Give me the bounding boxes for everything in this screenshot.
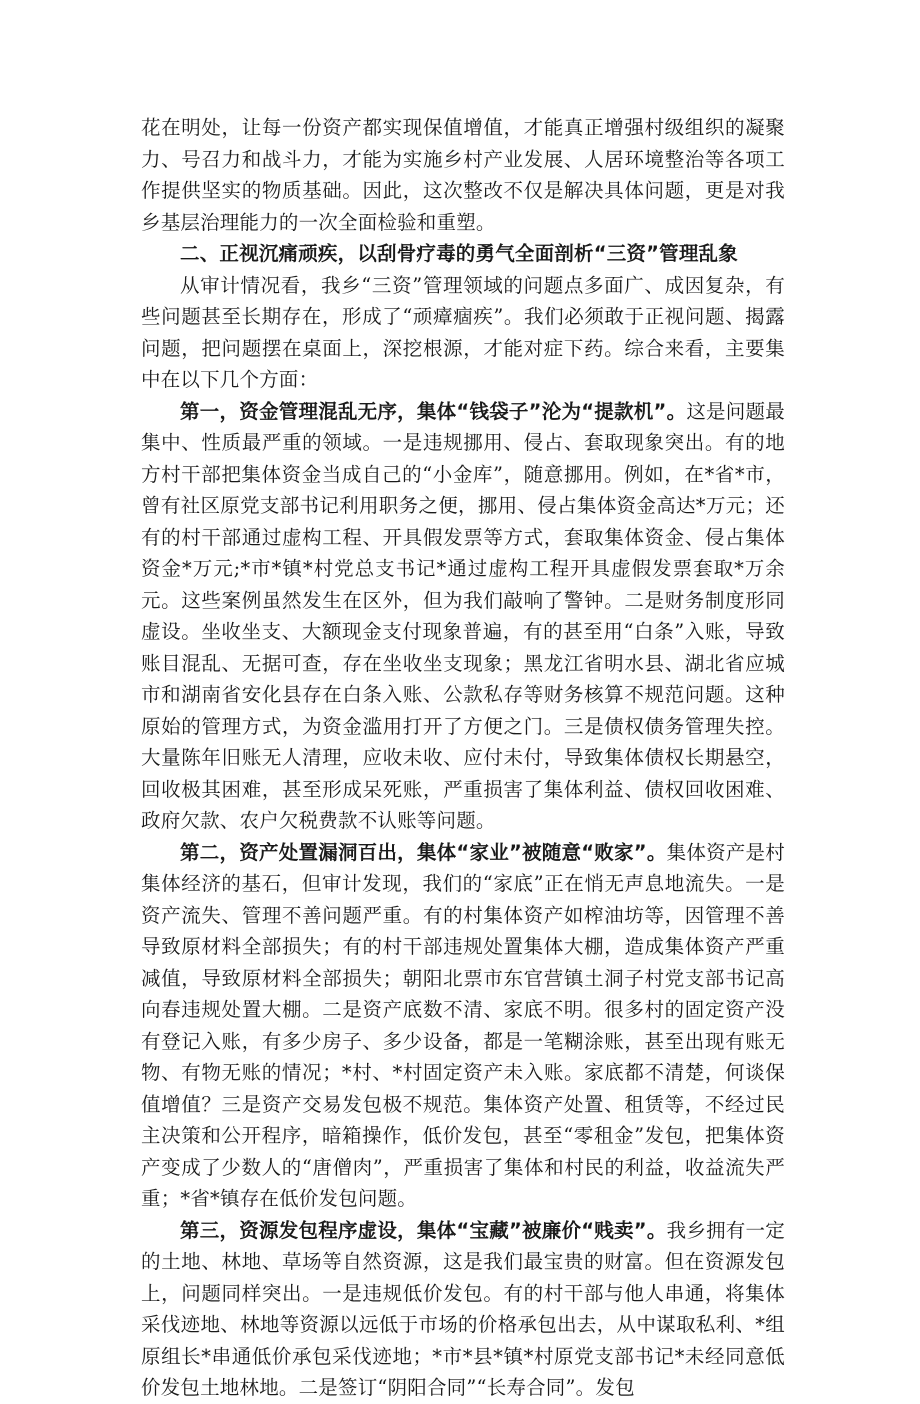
- asset-disposal-body: 集体资产是村集体经济的基石，但审计发现，我们的“家底”正在悄无声息地流失。一是资产流失、管理不善问题严重。有的村集体资产如榨油坊等，因管理不善导致原材料全部损失；有的村干部违规处置集体大棚，造成集体资产严重减值，导致原材料全部损失；朝阳北票市东官营镇土洞子村党支部书记高向春违规处置大棚。二是资产底数不清、家底不明。很多村的固定资产没有登记入账，有多少房子、多少设备，都是一笔糊涂账，甚至出现有账无物、有物无账的情况；*村、*村固定资产未入账。家底都不清楚，何谈保值增值？三是资产交易发包极不规范。集体资产处置、租赁等，不经过民主决策和公开程序，暗箱操作，低价发包，甚至“零租金”发包，把集体资产变成了少数人的“唐僧肉”，严重损害了集体和村民的利益，收益流失严重；*省*镇存在低价发包问题。: [141, 840, 785, 1210]
- section-heading: 二、正视沉痛顽疾，以刮骨疗毒的勇气全面剖析“三资”管理乱象: [180, 242, 738, 265]
- paragraph-overview-text: 从审计情况看，我乡“三资”管理领域的问题点多面广、成因复杂，有些问题甚至长期存在，形成了“顽瘴痼疾”。我们必须敢于正视问题、揭露问题，把问题摆在桌面上，深挖根源，才能对症下药。综合来看，主要集中在以下几个方面：: [141, 273, 785, 391]
- paragraph-asset-disposal: [141, 837, 785, 1215]
- paragraph-continuation: 花在明处，让每一份资产都实现保值增值，才能真正增强村级组织的凝聚力、号召力和战斗力，才能为实施乡村产业发展、人居环境整治等各项工作提供坚实的物质基础。因此，这次整改不仅是解决具体问题，更是对我乡基层治理能力的一次全面检验和重塑。: [141, 116, 785, 234]
- paragraph-overview: [141, 270, 785, 396]
- document-body: [141, 112, 785, 1404]
- fund-management-lead: 第一，资金管理混乱无序，集体“钱袋子”沦为“提款机”。: [180, 399, 687, 423]
- fund-management-body: 这是问题最集中、性质最严重的领域。一是违规挪用、侵占、套取现象突出。有的地方村干部把集体资金当成自己的“小金库”，随意挪用。例如，在*省*市，曾有社区原党支部书记利用职务之便，挪用、侵占集体资金高达*万元；还有的村干部通过虚构工程、开具假发票等方式，套取集体资金、侵占集体资金*万元;*市*镇*村党总支书记*通过虚构工程开具虚假发票套取*万余元。这些案例虽然发生在区外，但为我们敲响了警钟。二是财务制度形同虚设。坐收坐支、大额现金支付现象普遍，有的甚至用“白条”入账，导致账目混乱、无据可查，存在坐收坐支现象；黑龙江省明水县、湖北省应城市和湖南省安化县存在白条入账、公款私存等财务核算不规范问题。这种原始的管理方式，为资金滥用打开了方便之门。三是债权债务管理失控。大量陈年旧账无人清理，应收未收、应付未付，导致集体债权长期悬空，回收极其困难，甚至形成呆死账，严重损害了集体利益、债权回收困难、政府欠款、农户欠税费款不认账等问题。: [141, 399, 785, 832]
- paragraph-fund-management: [141, 396, 785, 837]
- asset-disposal-lead: 第二，资产处置漏洞百出，集体“家业”被随意“败家”。: [180, 840, 667, 864]
- resource-contracting-body: 我乡拥有一定的土地、林地、草场等自然资源，这是我们最宝贵的财富。但在资源发包上，问题同样突出。一是违规低价发包。有的村干部与他人串通，将集体采伐迹地、林地等资源以远低于市场的价格承包出去，从中谋取私利、*组原组长*串通低价承包采伐迹地；*市*县*镇*村原党支部书记*未经同意低价发包土地林地。二是签订“阴阳合同”“长寿合同”。发包: [141, 1218, 785, 1399]
- resource-contracting-lead: 第三，资源发包程序虚设，集体“宝藏”被廉价“贱卖”。: [180, 1218, 667, 1242]
- paragraph-resource-contracting: [141, 1215, 785, 1404]
